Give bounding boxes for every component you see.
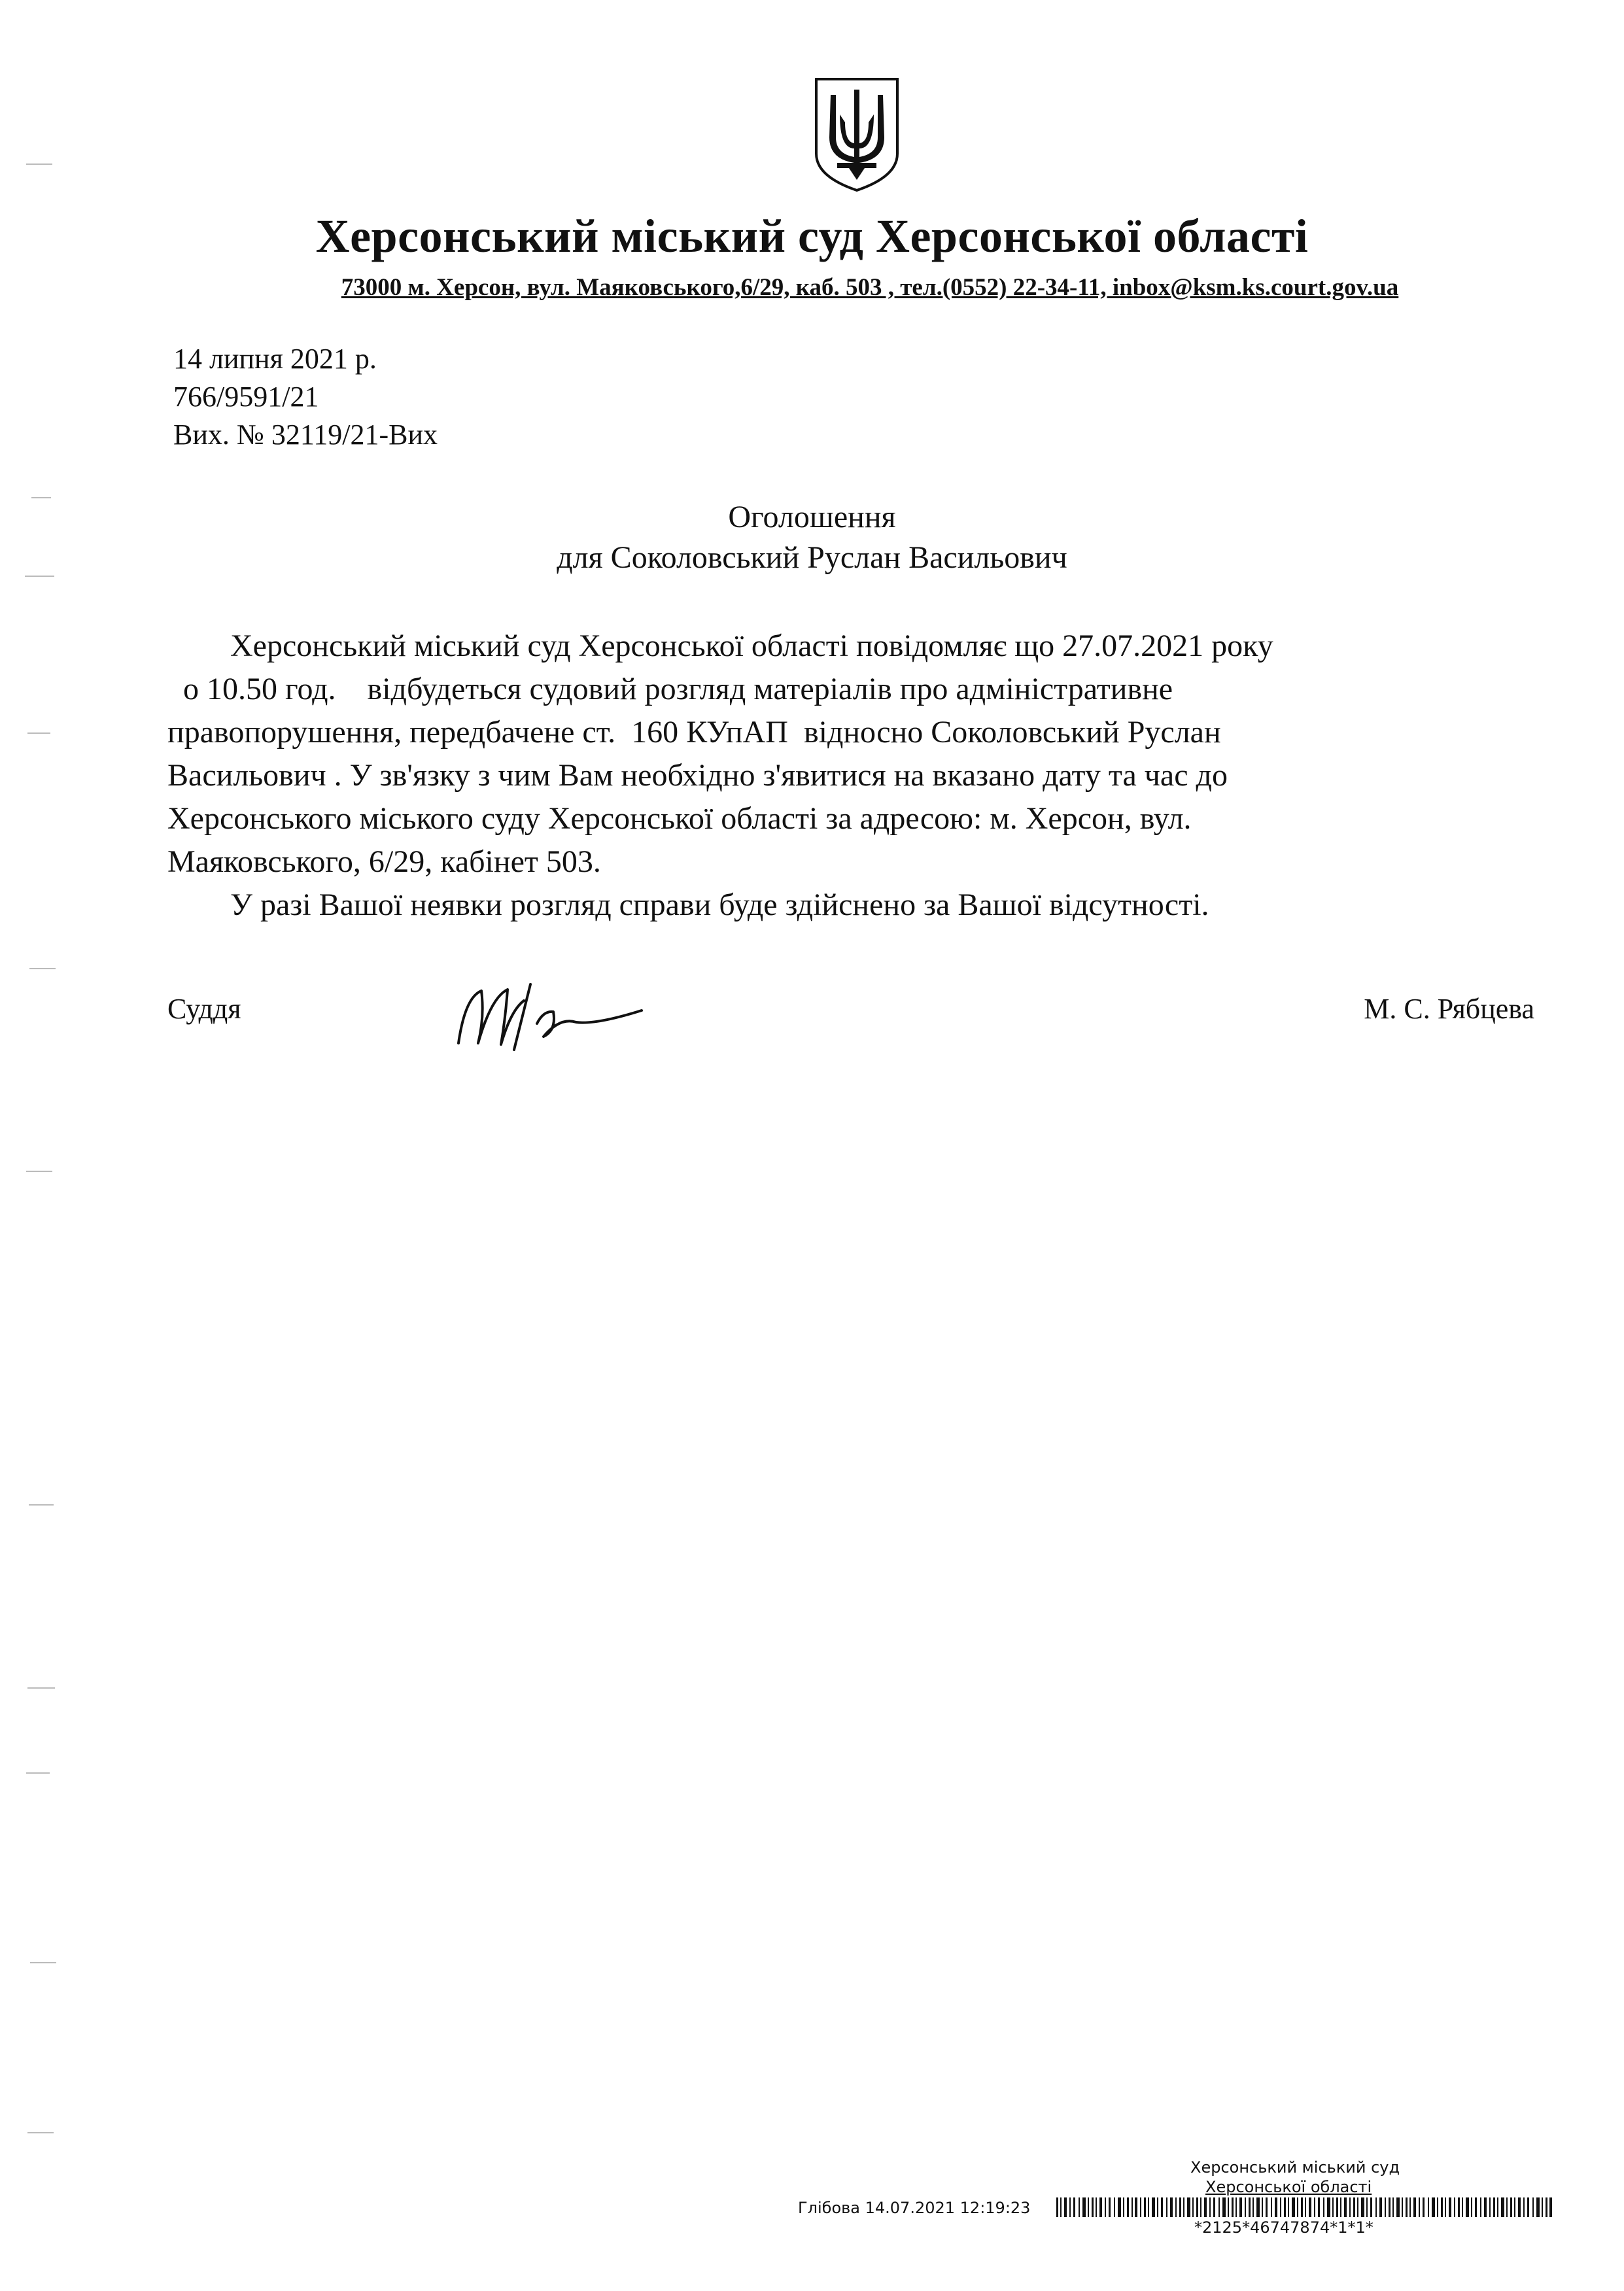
body-line: Маяковського, 6/29, кабінет 503. [167,844,601,879]
body-line: Васильович . У зв'язку з чим Вам необхідно з'явитися на вказано дату та час до [167,758,1228,793]
judge-role-label: Суддя [167,993,241,1025]
case-number: 766/9591/21 [173,381,319,413]
stamp-registrar-line: Глібова 14.07.2021 12:19:23 [798,2199,1031,2217]
body-line: Херсонського міського суду Херсонської області за адресою: м. Херсон, вул. [167,801,1192,836]
notice-title: Оголошення [728,500,896,534]
body-line: правопорушення, передбачене ст. 160 КУпАП відносно Соколовський Руслан [167,715,1221,749]
body-line: У разі Вашої неявки розгляд справи буде здійснено за Вашої відсутності. [167,887,1209,922]
notice-addressee: для Соколовський Руслан Васильович [557,540,1067,575]
signature-block [167,984,1534,1056]
outgoing-number: Вих. № 32119/21-Вих [173,419,438,451]
stamp-court-line: Херсонський міський суд [1190,2158,1400,2177]
court-address: 73000 м. Херсон, вул. Маяковського,6/29, каб. 503 , тел.(0552) 22-34-11, inbox@ksm.ks.court.gov.ua [341,274,1399,301]
notice-body [167,625,1541,927]
barcode-icon [1056,2197,1553,2217]
handwritten-signature-icon [445,971,655,1063]
document-date: 14 липня 2021 р. [173,343,377,375]
body-line: о 10.50 год. відбудеться судовий розгляд матеріалів про адміністративне [167,672,1173,706]
document-meta [173,340,438,454]
court-title: Херсонський міський суд Херсонської області [315,210,1309,262]
stamp-code-line: *2125*46747874*1*1* [1194,2218,1373,2237]
stamp-region-line: Херсонської області [1205,2178,1372,2196]
scan-noise [20,131,98,2224]
notice-heading [0,497,1624,578]
judge-name: М. С. Рябцева [1364,993,1534,1025]
body-line: Херсонський міський суд Херсонської області повідомляє що 27.07.2021 року [167,629,1273,663]
trident-emblem-icon [811,75,903,193]
